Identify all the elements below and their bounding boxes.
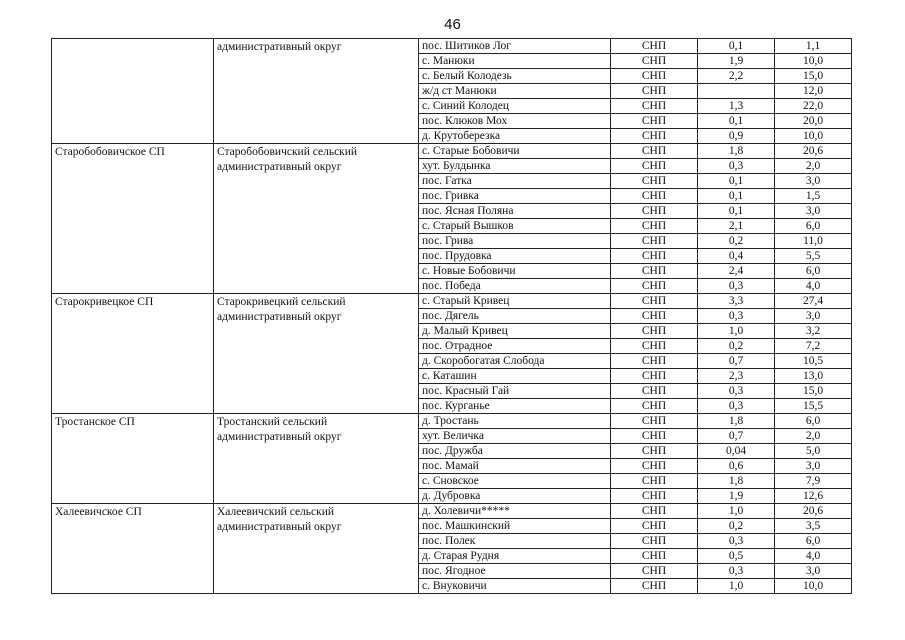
settlement-type-cell: СНП (611, 114, 698, 129)
district-cell: Халеевичский сельский административный округ (214, 504, 419, 594)
settlement-name-cell: пос. Полек (419, 534, 611, 549)
value-1-cell: 2,3 (698, 369, 775, 384)
value-1-cell: 1,0 (698, 504, 775, 519)
settlement-name-cell: пос. Отрадное (419, 339, 611, 354)
settlement-name-cell: пос. Дягель (419, 309, 611, 324)
settlement-name-cell: с. Каташин (419, 369, 611, 384)
value-1-cell: 1,8 (698, 414, 775, 429)
value-2-cell: 27,4 (775, 294, 852, 309)
value-1-cell: 0,1 (698, 189, 775, 204)
settlement-type-cell: СНП (611, 264, 698, 279)
settlement-name-cell: д. Тростань (419, 414, 611, 429)
value-1-cell: 0,3 (698, 279, 775, 294)
settlement-name-cell: ж/д ст Манюки (419, 84, 611, 99)
settlement-name-cell: хут. Булдынка (419, 159, 611, 174)
settlement-type-cell: СНП (611, 369, 698, 384)
value-2-cell: 10,0 (775, 579, 852, 594)
settlement-name-cell: пос. Красный Гай (419, 384, 611, 399)
value-1-cell: 1,3 (698, 99, 775, 114)
value-2-cell: 6,0 (775, 264, 852, 279)
value-1-cell: 2,1 (698, 219, 775, 234)
settlement-name-cell: с. Манюки (419, 54, 611, 69)
page-number: 46 (444, 16, 461, 33)
value-2-cell: 11,0 (775, 234, 852, 249)
value-2-cell: 15,0 (775, 384, 852, 399)
value-2-cell: 10,0 (775, 129, 852, 144)
municipality-cell: Старокривецкое СП (52, 294, 214, 414)
value-1-cell: 0,04 (698, 444, 775, 459)
settlement-name-cell: с. Новые Бобовичи (419, 264, 611, 279)
settlement-type-cell: СНП (611, 579, 698, 594)
value-2-cell: 20,0 (775, 114, 852, 129)
settlement-name-cell: пос. Гривка (419, 189, 611, 204)
settlement-name-cell: д. Крутоберезка (419, 129, 611, 144)
value-2-cell: 10,0 (775, 54, 852, 69)
value-1-cell: 0,3 (698, 384, 775, 399)
value-2-cell: 3,0 (775, 309, 852, 324)
value-1-cell: 2,4 (698, 264, 775, 279)
municipality-cell: Халеевичское СП (52, 504, 214, 594)
value-2-cell: 6,0 (775, 534, 852, 549)
settlement-type-cell: СНП (611, 234, 698, 249)
value-1-cell: 0,3 (698, 534, 775, 549)
settlement-type-cell: СНП (611, 84, 698, 99)
settlement-name-cell: д. Дубровка (419, 489, 611, 504)
value-2-cell: 12,6 (775, 489, 852, 504)
value-1-cell: 0,3 (698, 159, 775, 174)
settlement-name-cell: д. Холевичи***** (419, 504, 611, 519)
value-2-cell: 22,0 (775, 99, 852, 114)
value-1-cell: 0,1 (698, 114, 775, 129)
settlement-name-cell: пос. Победа (419, 279, 611, 294)
settlement-type-cell: СНП (611, 354, 698, 369)
settlement-type-cell: СНП (611, 159, 698, 174)
settlement-type-cell: СНП (611, 249, 698, 264)
value-2-cell: 3,0 (775, 204, 852, 219)
value-1-cell: 1,0 (698, 324, 775, 339)
value-1-cell: 0,3 (698, 399, 775, 414)
settlement-type-cell: СНП (611, 474, 698, 489)
settlement-name-cell: пос. Мамай (419, 459, 611, 474)
settlement-type-cell: СНП (611, 399, 698, 414)
settlement-name-cell: пос. Дружба (419, 444, 611, 459)
value-1-cell: 0,1 (698, 204, 775, 219)
table-row (52, 294, 852, 309)
settlement-name-cell: д. Малый Кривец (419, 324, 611, 339)
value-1-cell: 0,4 (698, 249, 775, 264)
settlement-type-cell: СНП (611, 279, 698, 294)
value-2-cell: 13,0 (775, 369, 852, 384)
value-2-cell: 2,0 (775, 429, 852, 444)
settlement-name-cell: с. Старый Кривец (419, 294, 611, 309)
settlement-type-cell: СНП (611, 189, 698, 204)
district-cell: Тростанский сельский административный округ (214, 414, 419, 504)
settlement-type-cell: СНП (611, 144, 698, 159)
settlement-type-cell: СНП (611, 549, 698, 564)
value-1-cell: 0,6 (698, 459, 775, 474)
table-row (52, 39, 852, 54)
settlement-type-cell: СНП (611, 69, 698, 84)
value-2-cell: 4,0 (775, 279, 852, 294)
value-2-cell: 7,9 (775, 474, 852, 489)
value-1-cell: 2,2 (698, 69, 775, 84)
value-2-cell: 20,6 (775, 504, 852, 519)
settlements-table (51, 38, 852, 594)
settlement-type-cell: СНП (611, 324, 698, 339)
value-1-cell: 1,8 (698, 474, 775, 489)
settlement-type-cell: СНП (611, 489, 698, 504)
value-1-cell: 1,8 (698, 144, 775, 159)
municipality-cell: Тростанское СП (52, 414, 214, 504)
value-2-cell: 15,5 (775, 399, 852, 414)
settlement-name-cell: пос. Курганье (419, 399, 611, 414)
value-1-cell: 0,7 (698, 354, 775, 369)
settlement-type-cell: СНП (611, 309, 698, 324)
settlement-type-cell: СНП (611, 294, 698, 309)
settlement-name-cell: пос. Грива (419, 234, 611, 249)
district-cell: Старобобовичский сельский административный округ (214, 144, 419, 294)
municipality-cell: Старобобовичское СП (52, 144, 214, 294)
value-1-cell: 3,3 (698, 294, 775, 309)
value-2-cell: 6,0 (775, 219, 852, 234)
settlement-name-cell: пос. Прудовка (419, 249, 611, 264)
municipality-cell (52, 39, 214, 144)
value-1-cell: 0,2 (698, 339, 775, 354)
value-1-cell (698, 84, 775, 99)
settlement-name-cell: хут. Величка (419, 429, 611, 444)
value-1-cell: 0,3 (698, 309, 775, 324)
value-1-cell: 0,9 (698, 129, 775, 144)
value-2-cell: 3,0 (775, 564, 852, 579)
settlement-type-cell: СНП (611, 459, 698, 474)
settlement-type-cell: СНП (611, 504, 698, 519)
settlement-type-cell: СНП (611, 339, 698, 354)
settlement-type-cell: СНП (611, 129, 698, 144)
settlement-name-cell: пос. Гатка (419, 174, 611, 189)
value-1-cell: 0,5 (698, 549, 775, 564)
settlement-type-cell: СНП (611, 174, 698, 189)
value-2-cell: 6,0 (775, 414, 852, 429)
settlement-type-cell: СНП (611, 444, 698, 459)
value-2-cell: 10,5 (775, 354, 852, 369)
value-1-cell: 0,3 (698, 564, 775, 579)
settlement-name-cell: пос. Машкинский (419, 519, 611, 534)
value-1-cell: 1,9 (698, 489, 775, 504)
settlement-name-cell: с. Внуковичи (419, 579, 611, 594)
value-1-cell: 0,7 (698, 429, 775, 444)
settlement-type-cell: СНП (611, 414, 698, 429)
settlement-name-cell: с. Сновское (419, 474, 611, 489)
settlement-name-cell: с. Старые Бобовичи (419, 144, 611, 159)
value-2-cell: 12,0 (775, 84, 852, 99)
value-2-cell: 4,0 (775, 549, 852, 564)
value-1-cell: 1,9 (698, 54, 775, 69)
settlement-name-cell: пос. Ясная Поляна (419, 204, 611, 219)
settlement-type-cell: СНП (611, 429, 698, 444)
value-2-cell: 3,5 (775, 519, 852, 534)
settlement-type-cell: СНП (611, 384, 698, 399)
district-cell: административный округ (214, 39, 419, 144)
settlement-name-cell: с. Синий Колодец (419, 99, 611, 114)
value-2-cell: 20,6 (775, 144, 852, 159)
table-row (52, 504, 852, 519)
value-1-cell: 0,2 (698, 234, 775, 249)
table-row (52, 144, 852, 159)
value-2-cell: 7,2 (775, 339, 852, 354)
settlement-name-cell: д. Старая Рудня (419, 549, 611, 564)
value-2-cell: 3,0 (775, 174, 852, 189)
value-2-cell: 15,0 (775, 69, 852, 84)
value-1-cell: 0,2 (698, 519, 775, 534)
settlement-type-cell: СНП (611, 204, 698, 219)
district-cell: Старокривецкий сельский административный округ (214, 294, 419, 414)
value-2-cell: 3,0 (775, 459, 852, 474)
value-1-cell: 0,1 (698, 39, 775, 54)
value-2-cell: 5,0 (775, 444, 852, 459)
settlement-name-cell: пос. Клюков Мох (419, 114, 611, 129)
value-1-cell: 0,1 (698, 174, 775, 189)
value-2-cell: 3,2 (775, 324, 852, 339)
settlement-type-cell: СНП (611, 219, 698, 234)
settlement-name-cell: д. Скоробогатая Слобода (419, 354, 611, 369)
settlement-name-cell: с. Белый Колодезь (419, 69, 611, 84)
value-2-cell: 2,0 (775, 159, 852, 174)
table-body (52, 39, 852, 594)
settlement-type-cell: СНП (611, 54, 698, 69)
settlement-type-cell: СНП (611, 519, 698, 534)
settlement-name-cell: пос. Шитиков Лог (419, 39, 611, 54)
settlement-type-cell: СНП (611, 564, 698, 579)
settlement-name-cell: с. Старый Вышков (419, 219, 611, 234)
value-1-cell: 1,0 (698, 579, 775, 594)
value-2-cell: 5,5 (775, 249, 852, 264)
settlement-type-cell: СНП (611, 99, 698, 114)
settlement-type-cell: СНП (611, 39, 698, 54)
value-2-cell: 1,1 (775, 39, 852, 54)
settlement-name-cell: пос. Ягодное (419, 564, 611, 579)
value-2-cell: 1,5 (775, 189, 852, 204)
settlement-type-cell: СНП (611, 534, 698, 549)
table-row (52, 414, 852, 429)
